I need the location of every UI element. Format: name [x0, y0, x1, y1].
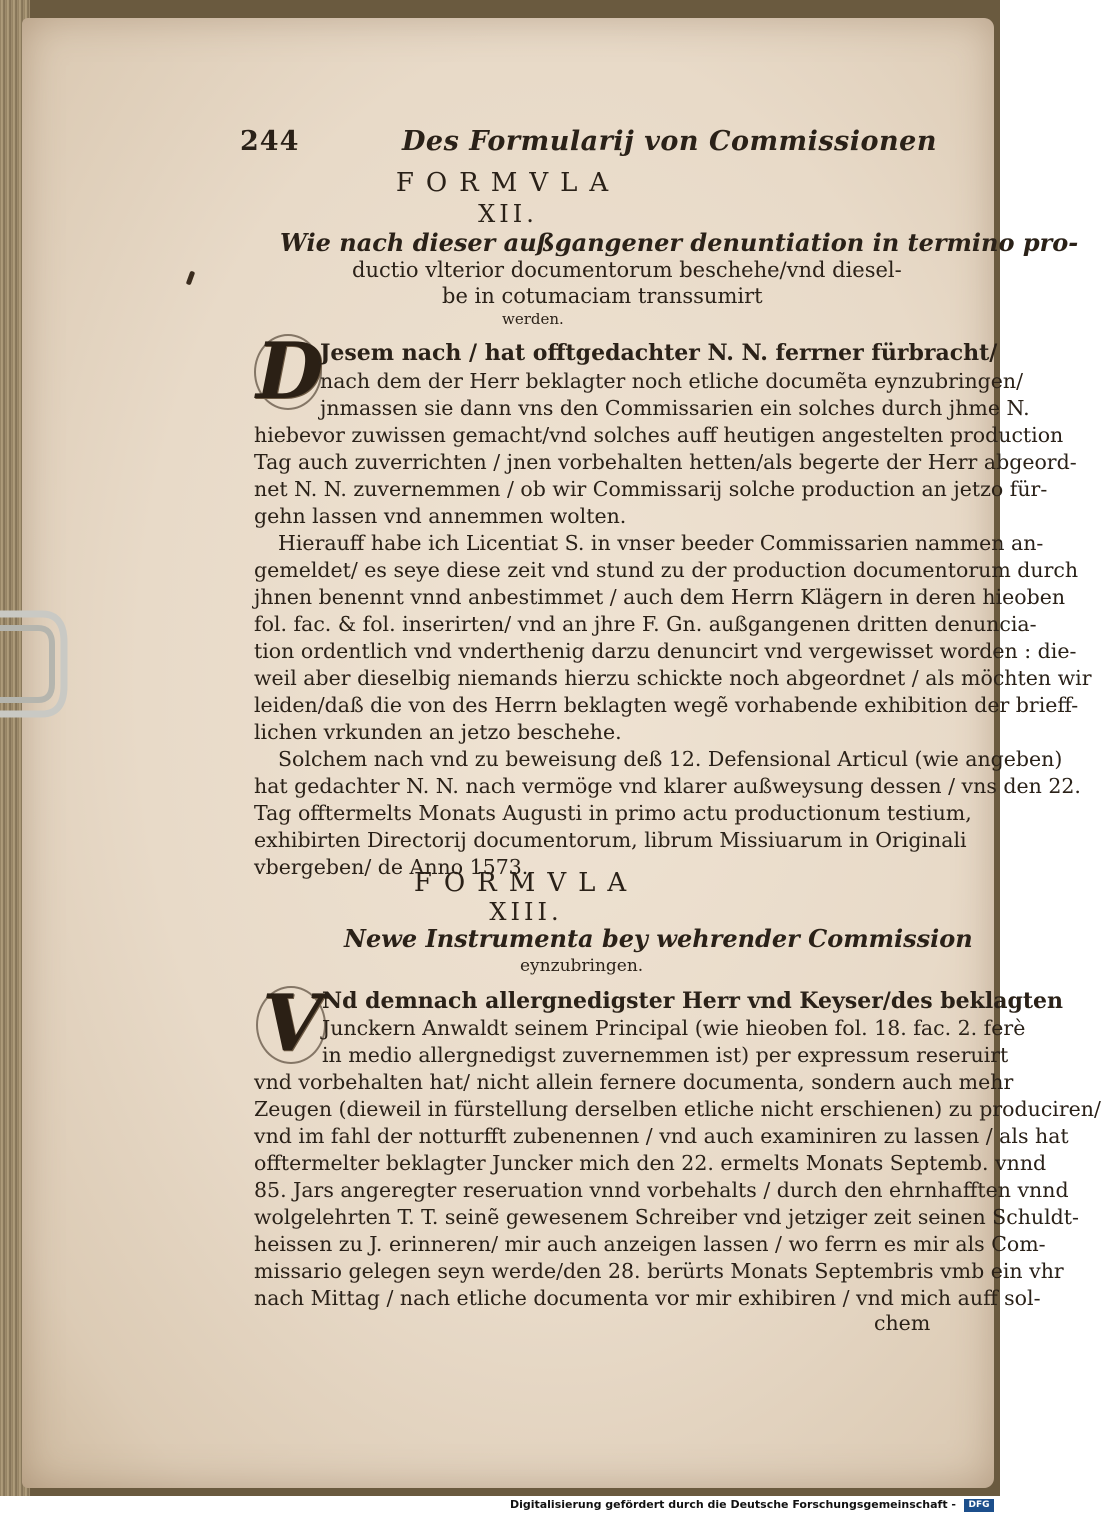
text-line: heissen zu J. erinneren/ mir auch anzeigen lassen / wo ferrn es mir als Com-: [254, 1232, 1046, 1256]
text-line: hiebevor zuwissen gemacht/vnd solches auff heutigen angestelten production: [254, 423, 1064, 447]
book-page: [22, 18, 1101, 1488]
text-line: wolgelehrten T. T. seinẽ gewesenem Schreiber vnd jetziger zeit seinen Schuldt-: [254, 1205, 1079, 1229]
footer-credit: Digitalisierung gefördert durch die Deutsche Forschungsgemeinschaft -: [509, 1498, 956, 1511]
decorative-initial-d: D: [256, 326, 324, 417]
catchword: chem: [874, 1311, 931, 1335]
text-line: missario gelegen seyn werde/den 28. berürts Monats Septembris vmb ein vhr: [254, 1259, 1064, 1283]
text-line: leiden/daß die von des Herrn beklagten wegẽ vorhabende exhibition der brieff-: [254, 693, 1079, 717]
footer-bar: [0, 1496, 1000, 1516]
text-line: Jesem nach / hat offtgedachter N. N. ferrner fürbracht/: [320, 340, 998, 366]
text-line: Junckern Anwaldt seinem Principal (wie hieoben fol. 18. fac. 2. ferè: [322, 1016, 1026, 1040]
formula-12-heading-line: be in cotumaciam transsumirt: [442, 284, 763, 308]
text-line: net N. N. zuvernemmen / ob wir Commissarij solche production an jetzo für-: [254, 477, 1048, 501]
text-line: Nd demnach allergnedigster Herr vnd Keyser/des beklagten: [322, 988, 1064, 1014]
page-header: [240, 126, 1000, 166]
formula-13-title: FORMVLA: [413, 868, 639, 898]
formula-13-heading-line: Newe Instrumenta bey wehrender Commission: [344, 924, 973, 953]
text-line: vnd vorbehalten hat/ nicht allein fernere documenta, sondern auch mehr: [254, 1070, 1014, 1094]
formula-12-heading-line: ductio vlterior documentorum beschehe/vnd diesel-: [352, 258, 902, 282]
formula-12-title: FORMVLA: [395, 168, 621, 198]
text-line: gemeldet/ es seye diese zeit vnd stund zu der production documentorum durch: [254, 558, 1079, 582]
text-line: Zeugen (dieweil in fürstellung derselben etliche nicht erschienen) zu produciren/: [254, 1097, 1101, 1121]
text-line: exhibirten Directorij documentorum, librum Missiuarum in Originali: [254, 828, 967, 852]
text-line: fol. fac. & fol. inserirten/ vnd an jhre F. Gn. außgangenen dritten denuncia-: [254, 612, 1037, 636]
text-line: offtermelter beklagter Juncker mich den 22. ermelts Monats Septemb. vnnd: [254, 1151, 1047, 1175]
margin-ink-mark: [186, 271, 195, 286]
text-line: jnmassen sie dann vns den Commissarien ein solches durch jhme N.: [320, 396, 1030, 420]
running-head: Des Formularij von Commissionen: [402, 126, 937, 157]
paper-clip: [0, 606, 72, 722]
text-line: in medio allergnedigst zuvernemmen ist) per expressum reseruirt: [322, 1043, 1009, 1067]
text-line: Solchem nach vnd zu beweisung deß 12. Defensional Articul (wie angeben): [278, 747, 1063, 771]
formula-13-heading-line: eynzubringen.: [520, 956, 644, 976]
text-line: lichen vrkunden an jetzo beschehe.: [254, 720, 622, 744]
text-line: jhnen benennt vnnd anbestimmet / auch dem Herrn Klägern in deren hieoben: [254, 585, 1066, 609]
formula-12-heading-line: Wie nach dieser außgangener denuntiation in termino pro-: [280, 228, 1079, 257]
dfg-logo: DFG: [964, 1499, 994, 1512]
text-line: 85. Jars angeregter reseruation vnnd vorbehalts / durch den ehrnhafften vnnd: [254, 1178, 1069, 1202]
formula-12-number: XII.: [478, 200, 538, 228]
text-line: tion ordentlich vnd vnderthenig darzu denuncirt vnd vergewisset worden : die-: [254, 639, 1077, 663]
text-line: Tag offtermelts Monats Augusti in primo actu productionum testium,: [254, 801, 972, 825]
text-line: weil aber dieselbig niemands hierzu schickte noch abgeordnet / als möchten wir: [254, 666, 1092, 690]
formula-12-heading-line: werden.: [502, 310, 564, 328]
text-line: Tag auch zuverrichten / jnen vorbehalten hetten/als begerte der Herr abgeord-: [254, 450, 1077, 474]
text-line: nach dem der Herr beklagter noch etliche documẽta eynzubringen/: [320, 369, 1024, 393]
page-content: [22, 18, 1101, 1488]
text-line: vbergeben/ de Anno 1573.: [254, 855, 529, 879]
formula-13-number: XIII.: [489, 898, 563, 926]
text-line: vnd im fahl der notturfft zubenennen / vnd auch examiniren zu lassen / als hat: [254, 1124, 1069, 1148]
decorative-initial-v: V: [262, 978, 323, 1069]
text-line: Hierauff habe ich Licentiat S. in vnser beeder Commissarien nammen an-: [278, 531, 1044, 555]
text-line: nach Mittag / nach etliche documenta vor mir exhibiren / vnd mich auff sol-: [254, 1286, 1041, 1310]
text-line: gehn lassen vnd annemmen wolten.: [254, 504, 627, 528]
text-line: hat gedachter N. N. nach vermöge vnd klarer außweysung dessen / vns den 22.: [254, 774, 1081, 798]
page-number: 244: [240, 126, 300, 157]
